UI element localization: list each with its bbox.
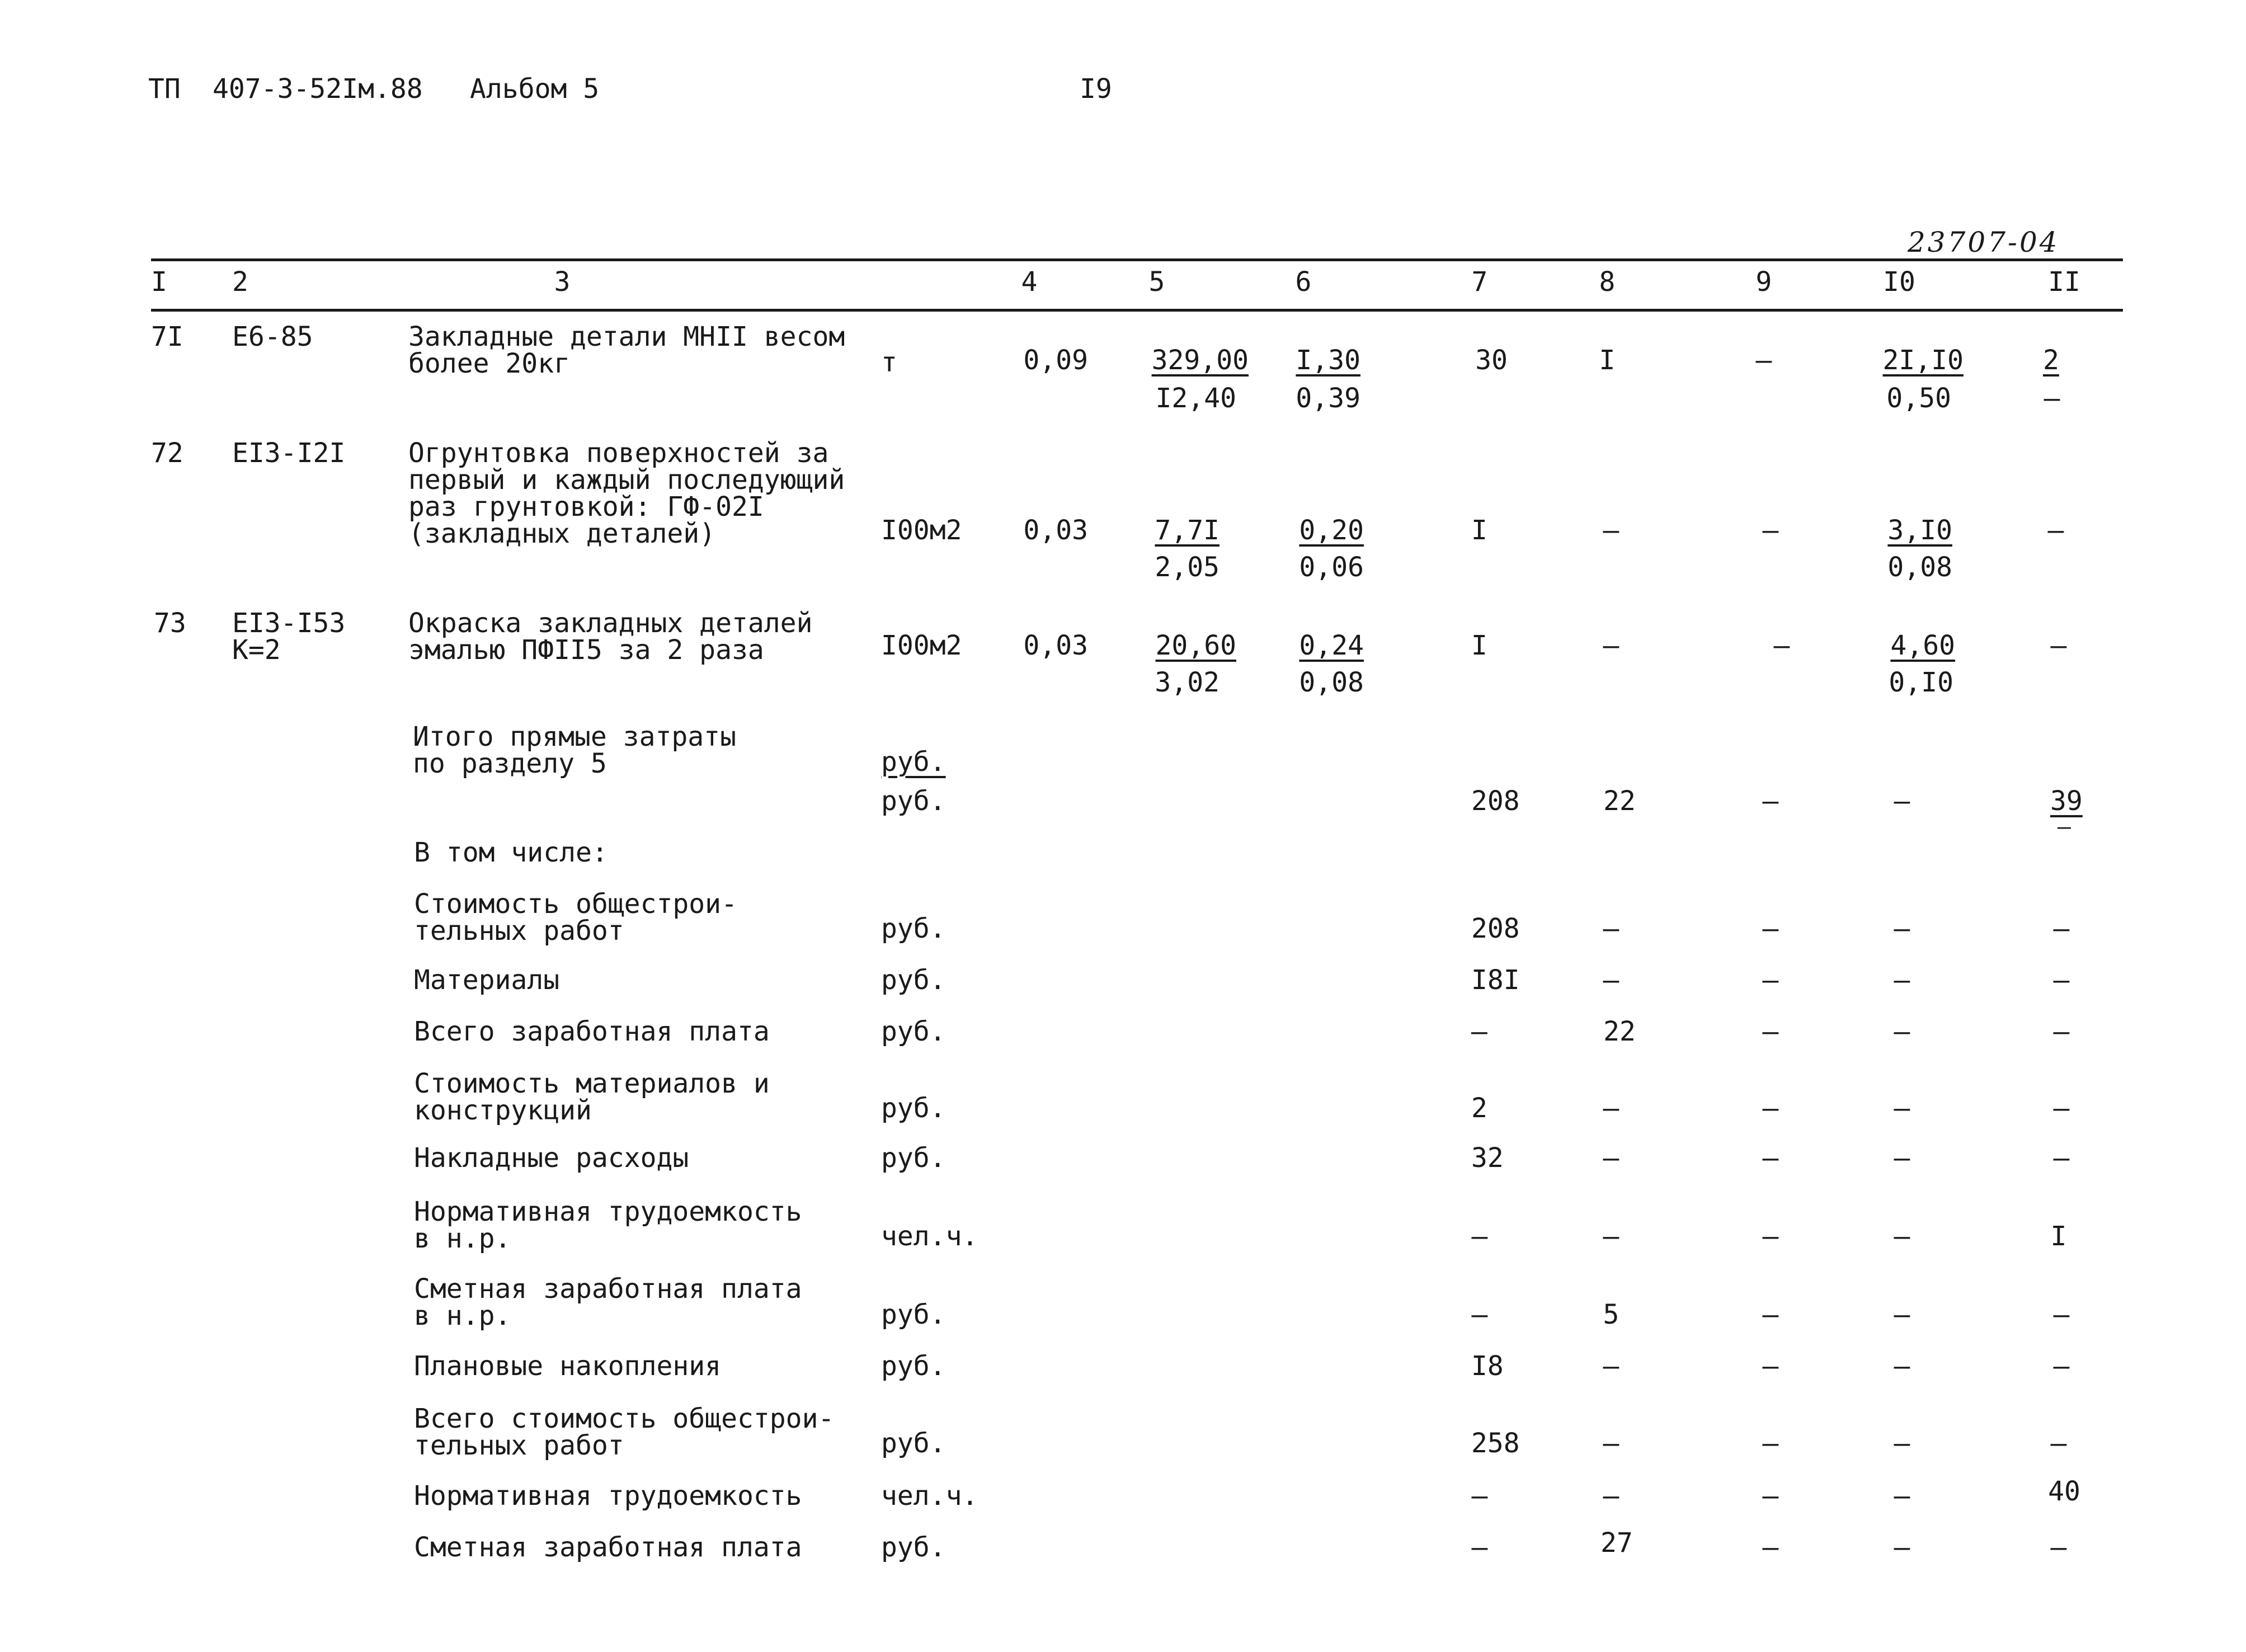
summary-col-11: – xyxy=(2053,913,2070,944)
row-number: 73 xyxy=(154,608,186,639)
summary-col-9: – xyxy=(1762,1299,1779,1330)
summary-wage: – xyxy=(1603,1428,1619,1459)
col-11-sub: – xyxy=(2043,383,2060,414)
totals-col-9: – xyxy=(1762,785,1779,817)
work-description: Окраска закладных деталей эмалью ПФII5 за 2 раза xyxy=(408,608,813,666)
summary-col-10: – xyxy=(1894,913,1910,944)
summary-label: Плановые накопления xyxy=(414,1350,722,1382)
summary-col-9: – xyxy=(1762,1532,1779,1563)
summary-col-9: – xyxy=(1762,913,1779,944)
summary-unit: руб. xyxy=(881,1350,946,1382)
summary-label: Всего заработная плата xyxy=(414,1016,770,1047)
row-number: 72 xyxy=(151,437,183,469)
totals-cost: 208 xyxy=(1471,785,1520,817)
summary-wage: – xyxy=(1603,1221,1619,1252)
totals-unit-top: руб. xyxy=(881,746,946,778)
col-header-2: 2 xyxy=(232,266,248,298)
labor-intensity: 3,I0 xyxy=(1887,515,1952,546)
quantity: 0,03 xyxy=(1023,630,1088,661)
total-cost: I xyxy=(1471,515,1487,546)
summary-col-9: – xyxy=(1762,1142,1779,1174)
summary-wage: 27 xyxy=(1600,1527,1633,1559)
summary-col-10: – xyxy=(1894,1532,1910,1563)
summary-wage: – xyxy=(1603,1142,1619,1174)
summary-col-9: – xyxy=(1762,1480,1779,1512)
totals-wage: 22 xyxy=(1603,785,1636,817)
summary-wage: – xyxy=(1603,964,1619,996)
col-header-9: 9 xyxy=(1755,266,1772,298)
summary-col-9: – xyxy=(1762,1093,1779,1124)
unit-machine-wage: 0,08 xyxy=(1299,667,1364,698)
summary-col-10: – xyxy=(1894,1221,1910,1252)
summary-col-11: – xyxy=(2053,964,2070,996)
summary-col-10: – xyxy=(1894,1299,1910,1330)
labor-intensity-sub: 0,I0 xyxy=(1889,667,1953,698)
summary-cost: – xyxy=(1471,1532,1488,1563)
work-description: Огрунтовка поверхностей за первый и каждый последующий раз грунтовкой: ГФ-02I (закладных деталей) xyxy=(408,437,845,549)
summary-unit: руб. xyxy=(881,1093,946,1124)
album-label: Альбом 5 xyxy=(470,73,600,105)
work-description: Закладные детали МНII весом более 20кг xyxy=(408,321,845,379)
unit-machine-cost: 0,20 xyxy=(1299,515,1364,546)
summary-col-11: – xyxy=(2053,1016,2070,1047)
total-wage: – xyxy=(1603,630,1619,661)
col-11-value: – xyxy=(2050,630,2067,661)
unit: I00м2 xyxy=(881,630,962,661)
totals-col-11: 39 xyxy=(2050,785,2083,817)
unit: т xyxy=(881,347,897,378)
summary-col-10: – xyxy=(1894,1016,1910,1047)
summary-col-9: – xyxy=(1762,1221,1779,1252)
summary-unit: чел.ч. xyxy=(881,1221,978,1252)
summary-col-11: – xyxy=(2053,1142,2070,1174)
summary-label: Стоимость материалов и конструкций xyxy=(414,1068,770,1126)
col-header-11: II xyxy=(2048,266,2080,298)
summary-unit: чел.ч. xyxy=(881,1480,978,1512)
summary-col-10: – xyxy=(1894,1142,1910,1174)
col-header-4: 4 xyxy=(1021,266,1038,298)
unit-cost: 7,7I xyxy=(1155,515,1219,546)
col-11-value: – xyxy=(2047,515,2064,546)
totals-col-10: – xyxy=(1894,785,1910,817)
summary-unit: руб. xyxy=(881,1016,946,1047)
col-header-8: 8 xyxy=(1599,266,1616,298)
handwritten-stamp: 23707-04 xyxy=(1908,226,2060,258)
unit-machine-wage: 0,06 xyxy=(1299,552,1364,583)
unit: I00м2 xyxy=(881,515,962,546)
labor-intensity: 2I,I0 xyxy=(1882,345,1964,376)
header-bottom-rule xyxy=(151,309,2123,312)
quantity: 0,03 xyxy=(1023,515,1088,546)
summary-cost: – xyxy=(1471,1299,1488,1330)
summary-cost: I8I xyxy=(1471,964,1520,996)
summary-cost: – xyxy=(1471,1221,1488,1252)
col-9-value: – xyxy=(1755,345,1772,376)
total-cost: 30 xyxy=(1475,345,1508,376)
labor-intensity-sub: 0,08 xyxy=(1887,552,1952,583)
summary-col-11: 40 xyxy=(2048,1476,2080,1507)
summary-label: Всего стоимость общестрои- тельных работ xyxy=(414,1403,835,1461)
summary-wage: 22 xyxy=(1603,1016,1636,1047)
summary-wage: 5 xyxy=(1603,1299,1619,1330)
summary-wage: – xyxy=(1603,1480,1619,1512)
col-header-6: 6 xyxy=(1295,266,1312,298)
quantity: 0,09 xyxy=(1023,345,1088,376)
summary-unit: руб. xyxy=(881,1299,946,1330)
summary-cost: I8 xyxy=(1471,1350,1504,1382)
norm-code: Е6-85 xyxy=(232,321,313,352)
summary-col-10: – xyxy=(1894,964,1910,996)
summary-wage: – xyxy=(1603,1350,1619,1382)
summary-cost: 2 xyxy=(1471,1093,1487,1124)
project-number: 407-3-52Iм.88 xyxy=(213,73,423,105)
col-header-5: 5 xyxy=(1148,266,1165,298)
summary-col-9: – xyxy=(1762,1428,1779,1459)
summary-col-11: – xyxy=(2050,1532,2067,1563)
summary-unit: руб. xyxy=(881,913,946,944)
unit-wage: 2,05 xyxy=(1155,552,1219,583)
summary-col-10: – xyxy=(1894,1350,1910,1382)
row-number: 7I xyxy=(151,321,183,352)
total-cost: I xyxy=(1471,630,1487,661)
unit-wage: I2,40 xyxy=(1155,383,1236,414)
summary-col-10: – xyxy=(1894,1480,1910,1512)
summary-col-9: – xyxy=(1762,1350,1779,1382)
unit-machine-cost: 0,24 xyxy=(1299,630,1364,661)
unit-machine-cost: I,30 xyxy=(1296,345,1360,376)
summary-col-11: – xyxy=(2053,1299,2070,1330)
labor-intensity: 4,60 xyxy=(1890,630,1955,661)
summary-cost: 32 xyxy=(1471,1142,1504,1174)
subtotal-heading: В том числе: xyxy=(414,837,608,868)
col-11-value: 2 xyxy=(2043,345,2059,376)
labor-intensity-sub: 0,50 xyxy=(1886,383,1951,414)
totals-label: Итого прямые затраты по разделу 5 xyxy=(413,721,736,779)
summary-unit: руб. xyxy=(881,1532,946,1563)
summary-cost: – xyxy=(1471,1016,1487,1047)
summary-cost: 258 xyxy=(1471,1428,1520,1459)
unit-wage: 3,02 xyxy=(1155,667,1219,698)
norm-code: ЕI3-I53 К=2 xyxy=(232,608,346,666)
total-wage: – xyxy=(1603,515,1619,546)
col-header-7: 7 xyxy=(1471,266,1488,298)
summary-label: Сметная заработная плата в н.р. xyxy=(414,1273,802,1331)
doc-code: ТП xyxy=(148,73,181,105)
summary-label: Нормативная трудоемкость xyxy=(414,1480,802,1512)
summary-unit: руб. xyxy=(881,1428,946,1459)
summary-label: Материалы xyxy=(414,964,560,996)
col-9-value: – xyxy=(1762,515,1779,546)
summary-col-11: – xyxy=(2050,1428,2067,1459)
unit-cost: 20,60 xyxy=(1155,630,1236,661)
unit-cost: 329,00 xyxy=(1151,345,1249,376)
summary-wage: – xyxy=(1603,1093,1619,1124)
summary-col-10: – xyxy=(1894,1428,1910,1459)
col-header-1: I xyxy=(151,266,167,298)
summary-cost: 208 xyxy=(1471,913,1520,944)
summary-label: Нормативная трудоемкость в н.р. xyxy=(414,1196,802,1254)
page-number: I9 xyxy=(1080,73,1112,105)
summary-label: Стоимость общестрои- тельных работ xyxy=(414,888,737,947)
table-top-rule xyxy=(151,258,2123,261)
summary-wage: – xyxy=(1603,913,1619,944)
norm-code: ЕI3-I2I xyxy=(232,437,346,469)
summary-unit: руб. xyxy=(881,1142,946,1174)
summary-label: Накладные расходы xyxy=(414,1142,689,1174)
col-header-3: 3 xyxy=(554,266,571,298)
col-9-value: – xyxy=(1773,630,1790,661)
totals-col-11-sub: – xyxy=(2057,814,2071,840)
total-wage: I xyxy=(1599,345,1616,376)
summary-unit: руб. xyxy=(881,964,946,996)
col-header-10: I0 xyxy=(1883,266,1915,298)
summary-col-11: I xyxy=(2050,1221,2067,1252)
unit-machine-wage: 0,39 xyxy=(1296,383,1360,414)
summary-col-9: – xyxy=(1762,1016,1779,1047)
summary-col-9: – xyxy=(1762,964,1779,996)
summary-col-11: – xyxy=(2053,1093,2070,1124)
totals-unit: руб. xyxy=(881,785,946,817)
summary-label: Сметная заработная плата xyxy=(414,1532,802,1563)
summary-col-10: – xyxy=(1894,1093,1910,1124)
summary-cost: – xyxy=(1471,1480,1488,1512)
summary-col-11: – xyxy=(2053,1350,2070,1382)
